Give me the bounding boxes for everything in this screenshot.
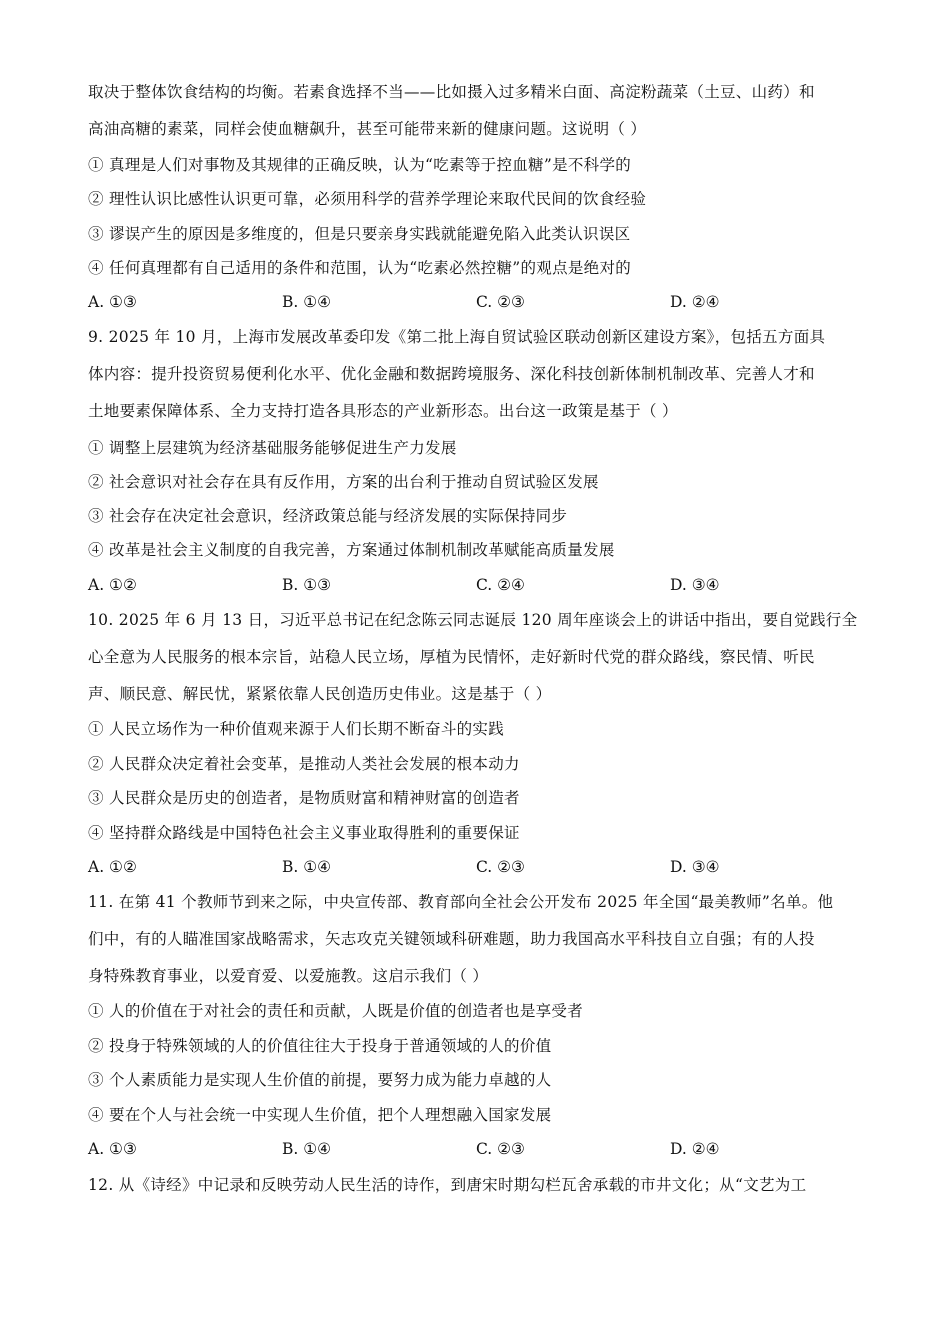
option-d: D. ②④ — [670, 1140, 720, 1158]
question-9-text-line: 土地要素保障体系、全力支持打造各具形态的产业新形态。出台这一政策是基于（ ） — [88, 402, 678, 420]
question-9-statement-3: ③ 社会存在决定社会意识，经济政策总能与经济发展的实际保持同步 — [88, 507, 568, 525]
option-a: A. ①③ — [88, 1140, 137, 1158]
question-9-text-line: 9. 2025 年 10 月，上海市发展改革委印发《第二批上海自贸试验区联动创新区建设方案》，包括五方面具 — [88, 328, 826, 346]
option-c: C. ②④ — [476, 576, 525, 594]
question-11-text-line: 们中，有的人瞄准国家战略需求，矢志攻克关键领域科研难题，助力我国高水平科技自立自强；有的人投 — [88, 930, 815, 948]
question-8-statement-4: ④ 任何真理都有自己适用的条件和范围，认为“吃素必然控糖”的观点是绝对的 — [88, 259, 632, 277]
question-11-text-line: 11. 在第 41 个教师节到来之际，中央宣传部、教育部向全社会公开发布 2025 年全国“最美教师”名单。他 — [88, 893, 834, 911]
question-8-options — [88, 292, 868, 312]
option-c: C. ②③ — [476, 858, 525, 876]
option-a: A. ①② — [88, 858, 137, 876]
option-c: C. ②③ — [476, 1140, 525, 1158]
option-b: B. ①④ — [282, 1140, 332, 1158]
question-9-statement-1: ① 调整上层建筑为经济基础服务能够促进生产力发展 — [88, 439, 457, 457]
question-10-statement-2: ② 人民群众决定着社会变革，是推动人类社会发展的根本动力 — [88, 755, 520, 773]
question-10-text-line: 10. 2025 年 6 月 13 日，习近平总书记在纪念陈云同志诞辰 120 周年座谈会上的讲话中指出，要自觉践行全 — [88, 611, 858, 629]
question-9-statement-2: ② 社会意识对社会存在具有反作用，方案的出台利于推动自贸试验区发展 — [88, 473, 599, 491]
option-c: C. ②③ — [476, 293, 525, 311]
option-b: B. ①③ — [282, 576, 332, 594]
question-10-statement-4: ④ 坚持群众路线是中国特色社会主义事业取得胜利的重要保证 — [88, 824, 520, 842]
question-11-statement-1: ① 人的价值在于对社会的责任和贡献，人既是价值的创造者也是享受者 — [88, 1002, 584, 1020]
question-11-statement-2: ② 投身于特殊领域的人的价值往往大于投身于普通领域的人的价值 — [88, 1037, 552, 1055]
question-11-statement-3: ③ 个人素质能力是实现人生价值的前提，要努力成为能力卓越的人 — [88, 1071, 552, 1089]
question-9-text-line: 体内容：提升投资贸易便利化水平、优化金融和数据跨境服务、深化科技创新体制机制改革、完善人才和 — [88, 365, 815, 383]
option-d: D. ②④ — [670, 293, 720, 311]
question-8-statement-2: ② 理性认识比感性认识更可靠，必须用科学的营养学理论来取代民间的饮食经验 — [88, 190, 647, 208]
question-9-statement-4: ④ 改革是社会主义制度的自我完善，方案通过体制机制改革赋能高质量发展 — [88, 541, 615, 559]
question-10-options — [88, 857, 868, 877]
option-a: A. ①③ — [88, 293, 137, 311]
question-8-text-line: 取决于整体饮食结构的均衡。若素食选择不当——比如摄入过多精米白面、高淀粉蔬菜（土豆、山药）和 — [88, 83, 815, 101]
question-12-text-line: 12. 从《诗经》中记录和反映劳动人民生活的诗作，到唐宋时期勾栏瓦舍承载的市井文化；从“文艺为工 — [88, 1176, 807, 1194]
question-11-options — [88, 1139, 868, 1159]
option-d: D. ③④ — [670, 576, 720, 594]
question-10-statement-3: ③ 人民群众是历史的创造者，是物质财富和精神财富的创造者 — [88, 789, 520, 807]
question-9-options — [88, 575, 868, 595]
question-8-statement-1: ① 真理是人们对事物及其规律的正确反映，认为“吃素等于控血糖”是不科学的 — [88, 156, 632, 174]
option-a: A. ①② — [88, 576, 137, 594]
question-8-text-line: 高油高糖的素菜，同样会使血糖飙升，甚至可能带来新的健康问题。这说明（ ） — [88, 120, 647, 138]
option-d: D. ③④ — [670, 858, 720, 876]
question-11-text-line: 身特殊教育事业，以爱育爱、以爱施教。这启示我们（ ） — [88, 967, 489, 985]
question-10-text-line: 心全意为人民服务的根本宗旨，站稳人民立场，厚植为民情怀，走好新时代党的群众路线，察民情、听民 — [88, 648, 815, 666]
option-b: B. ①④ — [282, 858, 332, 876]
question-10-text-line: 声、顺民意、解民忧，紧紧依靠人民创造历史伟业。这是基于（ ） — [88, 685, 552, 703]
question-8-statement-3: ③ 谬误产生的原因是多维度的，但是只要亲身实践就能避免陷入此类认识误区 — [88, 225, 631, 243]
question-11-statement-4: ④ 要在个人与社会统一中实现人生价值，把个人理想融入国家发展 — [88, 1106, 552, 1124]
question-10-statement-1: ① 人民立场作为一种价值观来源于人们长期不断奋斗的实践 — [88, 720, 505, 738]
option-b: B. ①④ — [282, 293, 332, 311]
